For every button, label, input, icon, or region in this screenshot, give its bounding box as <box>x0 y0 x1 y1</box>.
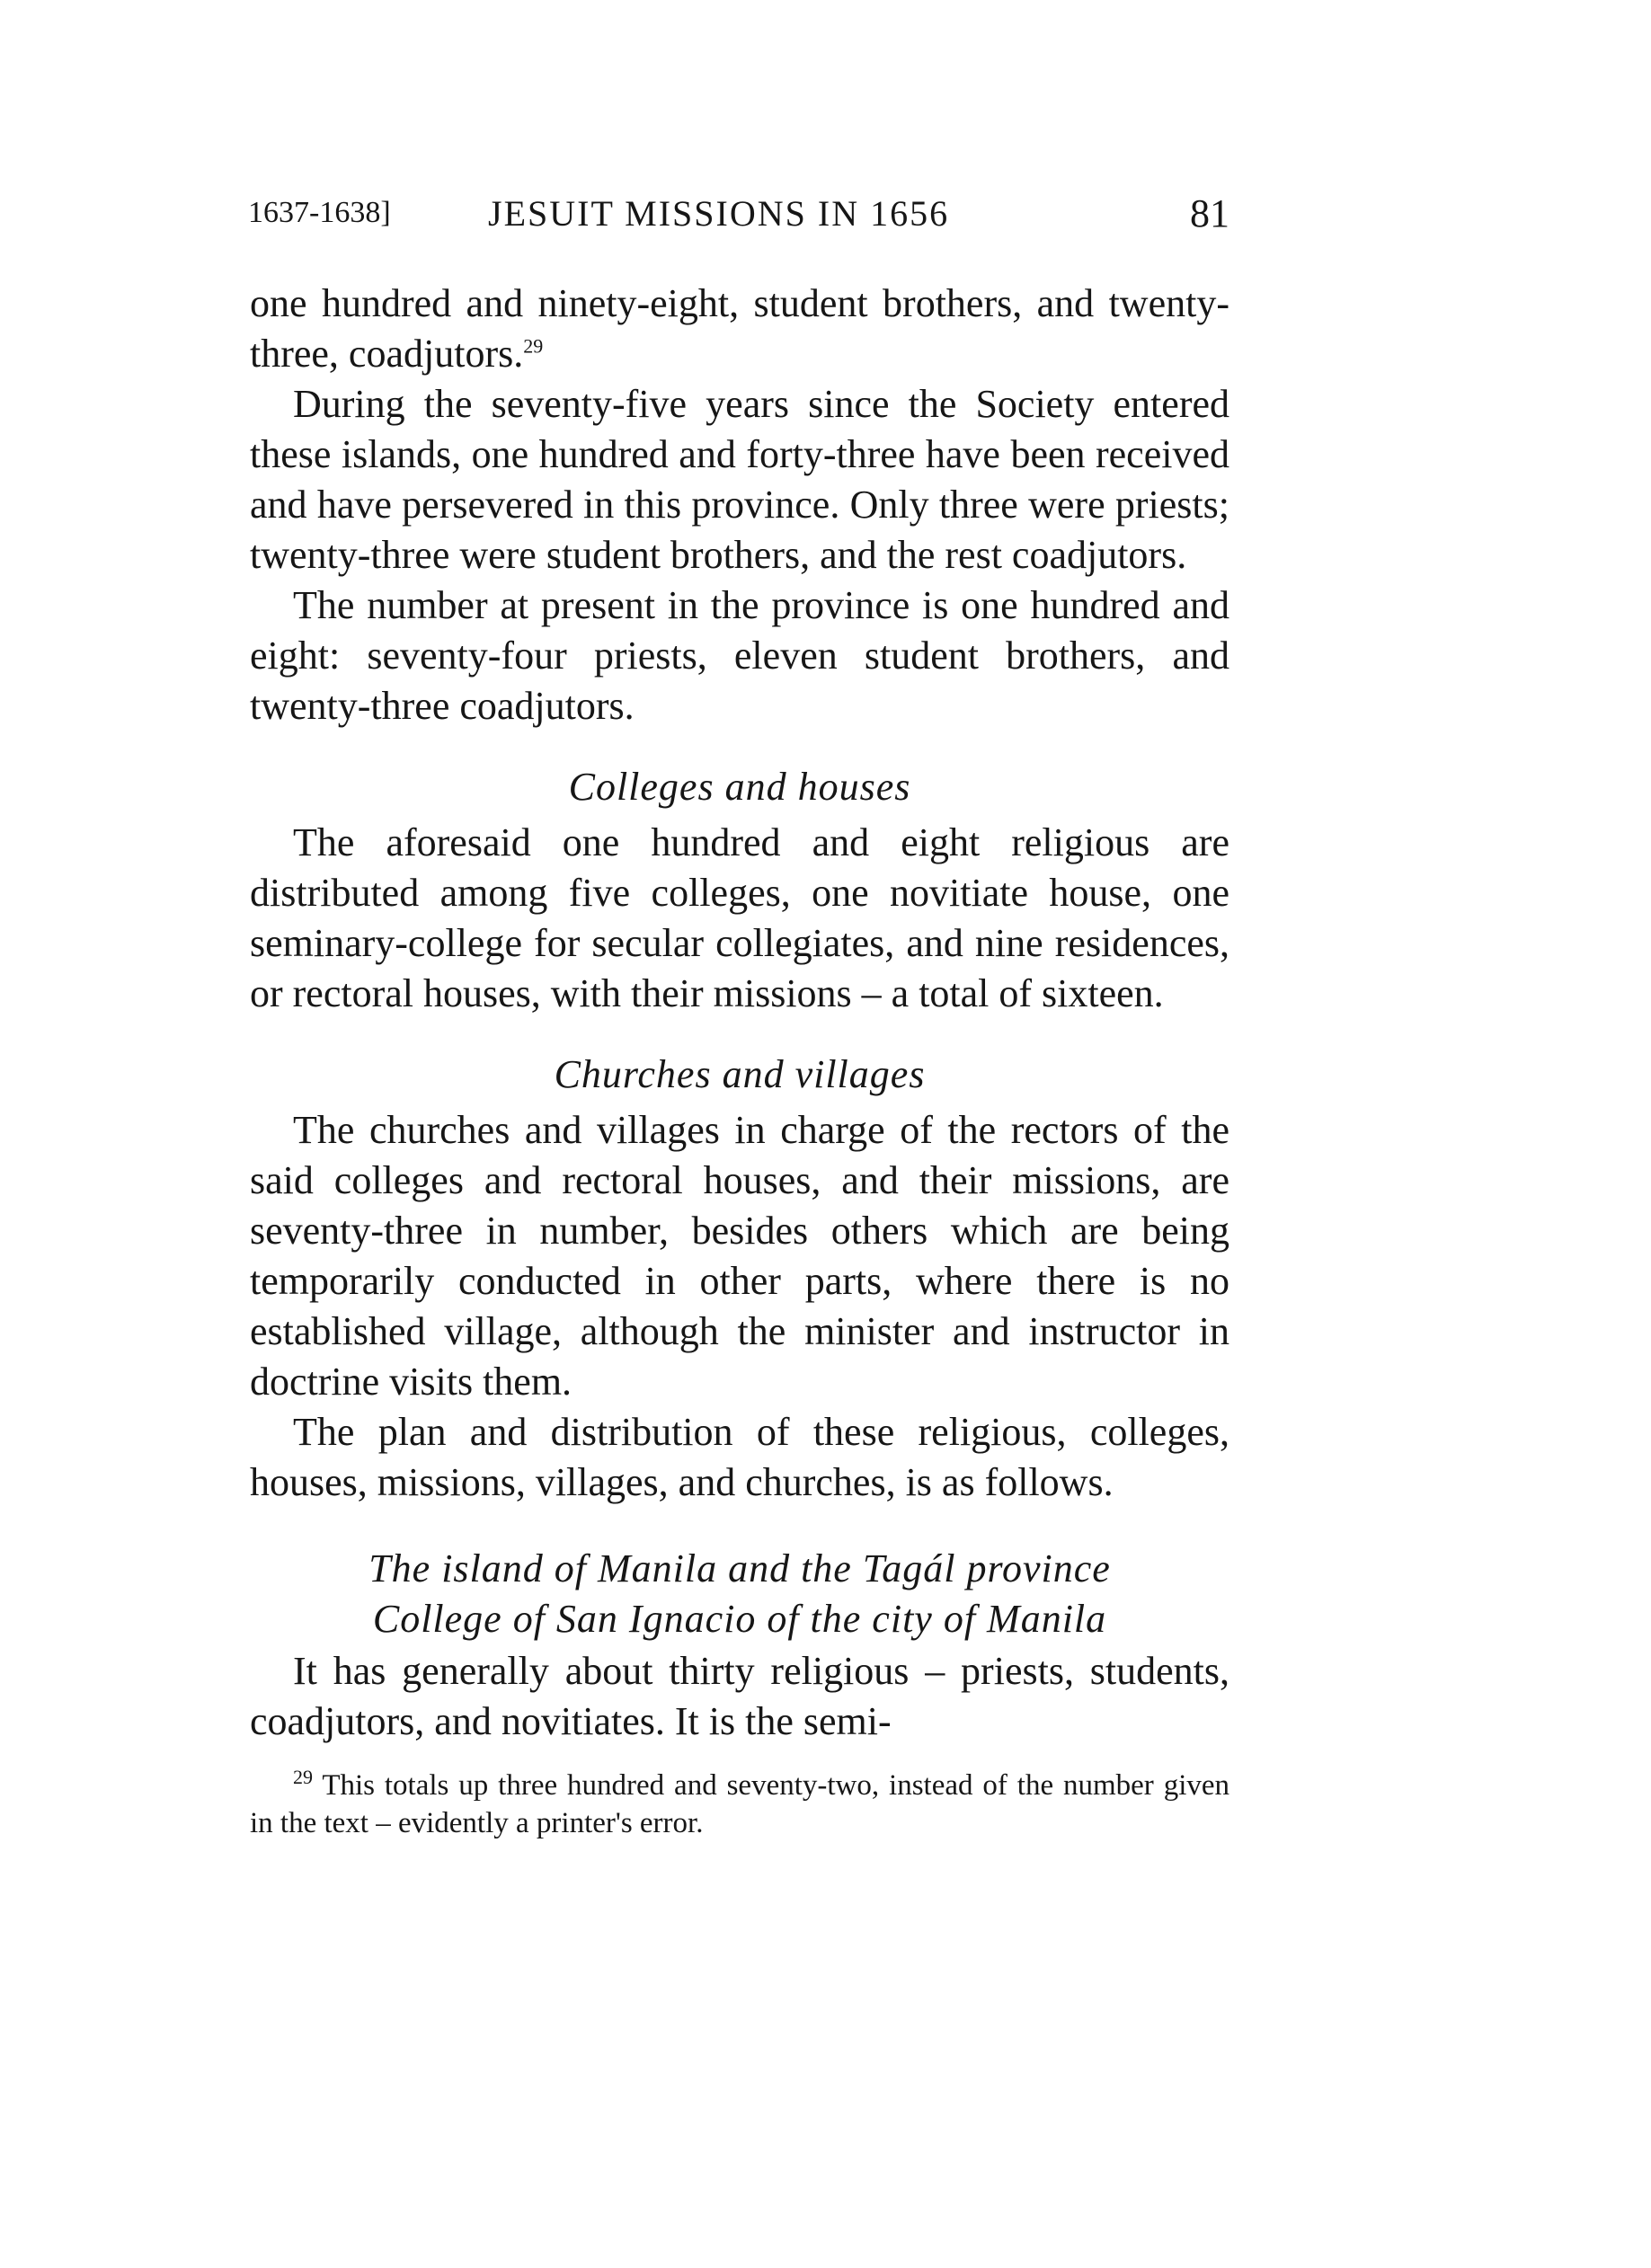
footnote-marker: 29 <box>293 1766 313 1788</box>
section-heading-colleges: Colleges and houses <box>568 765 911 809</box>
paragraph-7: It has generally about thirty religious – priests, students, coadjutors, and novitiates. It is the semi- <box>250 1649 1229 1743</box>
footnote <box>250 1767 1229 1842</box>
footnote-text: This totals up three hundred and seventy-two, instead of the number given in the text – evidently a printer's error. <box>250 1769 1230 1839</box>
header-years: 1637-1638] <box>248 196 391 229</box>
paragraph-1-text: one hundred and ninety-eight, student brothers, and twenty-three, coadjutors. <box>250 281 1229 376</box>
section-heading-manila-line-1: The island of Manila and the Tagál province <box>368 1546 1111 1590</box>
paragraph-1 <box>250 279 1229 379</box>
paragraph-5: The churches and villages in charge of the rectors of the said colleges and rectoral houses, and their missions, are seventy-three in number, besides others which are being temporarily conducted in other parts, where there is no established village, although the minister and instructor in doctrine visits them. <box>250 1108 1229 1404</box>
section-heading-churches: Churches and villages <box>554 1052 926 1096</box>
footnote-ref: 29 <box>523 334 544 358</box>
body-text <box>250 279 1229 1842</box>
header-title: JESUIT MISSIONS IN 1656 <box>488 193 950 234</box>
section-heading-manila <box>250 1544 1229 1644</box>
paragraph-3: The number at present in the province is one hundred and eight: seventy-four priests, eleven student brothers, and twenty-three coadjutors. <box>250 583 1229 728</box>
running-header <box>250 189 1229 243</box>
paragraph-2: During the seventy-five years since the Society entered these islands, one hundred and forty-three have been received and have persevered in this province. Only three were priests; twenty-three were student brothers, and the rest coadjutors. <box>250 382 1229 577</box>
page-number: 81 <box>1190 191 1229 235</box>
paragraph-6: The plan and distribution of these religious, colleges, houses, missions, villages, and churches, is as follows. <box>250 1410 1229 1504</box>
paragraph-4: The aforesaid one hundred and eight religious are distributed among five colleges, one novitiate house, one seminary-college for secular collegiates, and nine residences, or rectoral houses, with their missions – a total of sixteen. <box>250 820 1229 1015</box>
section-heading-manila-line-2: College of San Ignacio of the city of Manila <box>372 1597 1107 1641</box>
